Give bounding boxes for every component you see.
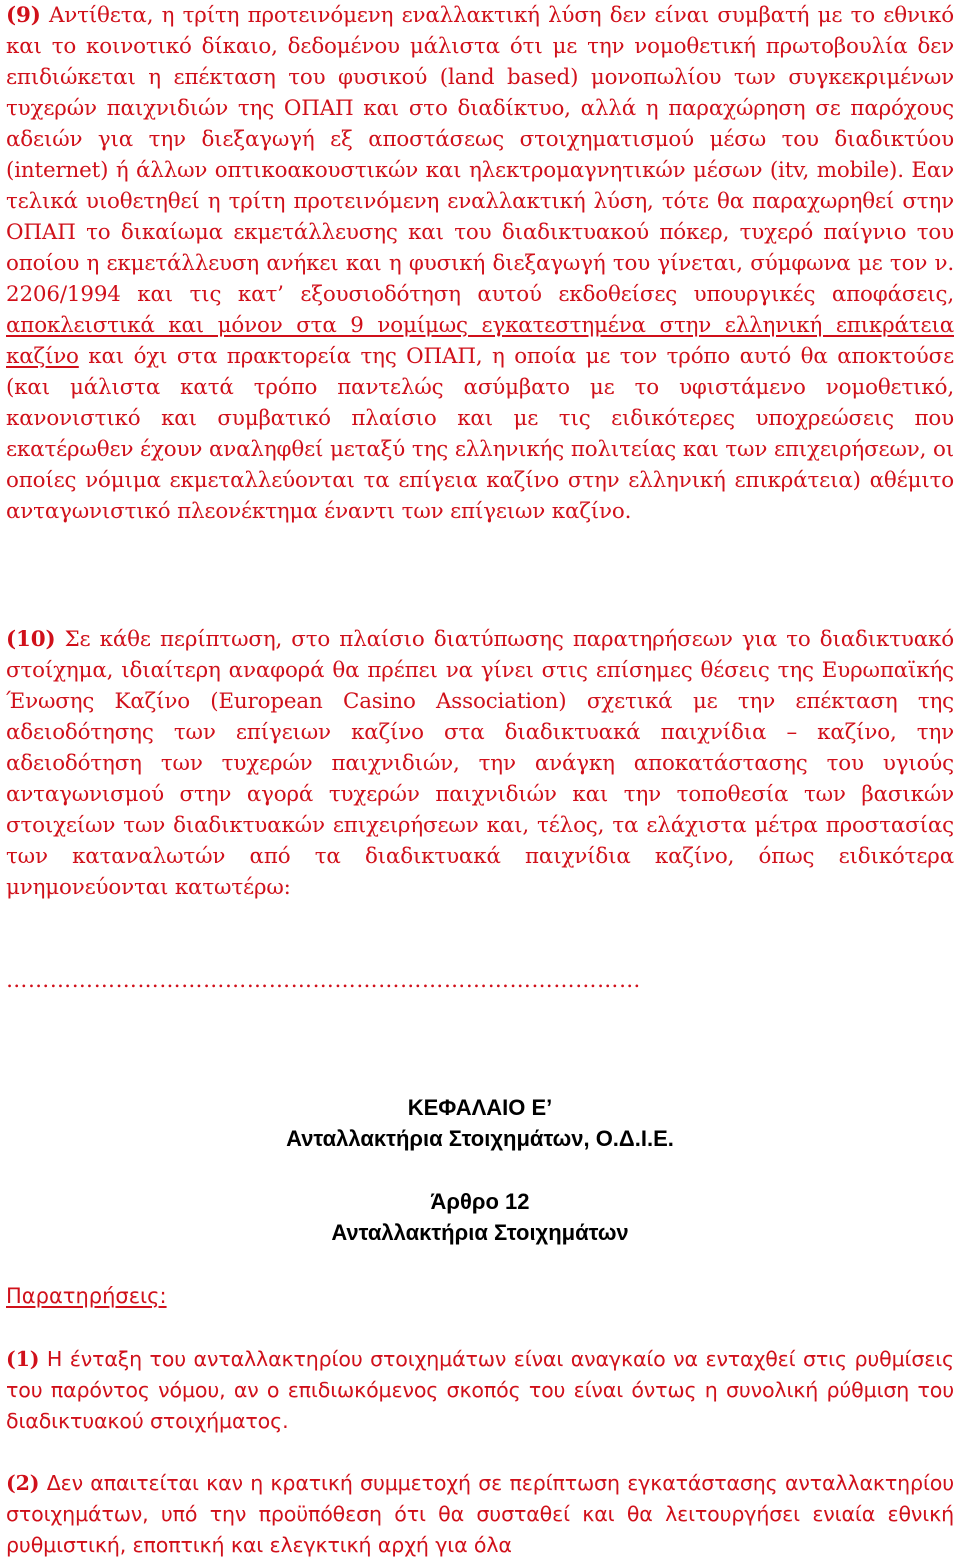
paragraph-text-continued: και όχι στα πρακτορεία της ΟΠΑΠ, η οποία με τον τρόπο αυτό θα αποκτούσε (και μάλιστα κατά τρόπο παντελώς ασύμβατο με το υφιστάμενο νομοθετικό, κανονιστικό και συμβατικό πλαίσιο και με τις ειδικότερες υποχρεώσεις που εκατέρωθεν έχουν αναληφθεί μεταξύ της ελληνικής πολιτείας και των επιχειρήσεων, οι οποίες νόμιμα εκμεταλλεύονται τα επίγεια καζίνο στην ελληνική επικράτεια) αθέμιτο ανταγωνιστικό πλεονέκτημα έναντι των επίγειων καζίνο. [6, 344, 954, 524]
paragraph-9 [6, 0, 954, 527]
paragraph-text: Αντίθετα, η τρίτη προτεινόμενη εναλλακτική λύση δεν είναι συμβατή με το εθνικό και το κοινοτικό δίκαιο, δεδομένου μάλιστα ότι με την νομοθετική πρωτοβουλία δεν επιδιώκεται η επέκταση του φυσικού (land based) μονοπωλίου των συγκεκριμένων τυχερών παιχνιδιών της ΟΠΑΠ και στο διαδίκτυο, αλλά η παραχώρηση σε παρόχους αδειών για την διεξαγωγή εξ αποστάσεως στοιχηματισμού μέσω του διαδικτύου (internet) ή άλλων οπτικοακουστικών και ηλεκτρομαγνητικών μέσων (itv, mobile). Εαν τελικά υιοθετηθεί η τρίτη προτεινόμενη εναλλακτική λύση, τότε θα παραχωρηθεί στην ΟΠΑΠ το δικαίωμα εκμετάλλευσης και του διαδικτυακού πόκερ, τυχερό παίγνιο του οποίου η εκμετάλλευση ανήκει και η φυσική διεξαγωγή του γίνεται, σύμφωνα με τον ν. 2206/1994 και τις κατ’ εξουσιοδότηση αυτού εκδοθείσες υπουργικές αποφάσεις, [6, 3, 954, 307]
note-2 [6, 1468, 954, 1561]
paragraph-10 [6, 624, 954, 903]
notes-label: Παρατηρήσεις: [6, 1284, 167, 1308]
ellipsis-line: …………………………………………………………………………… [6, 968, 641, 993]
note-text: Δεν απαιτείται καν η κρατική συμμετοχή σε περίπτωση εγκατάστασης ανταλλακτηρίου στοιχημάτων, υπό την προϋπόθεση ότι θα συσταθεί και θα λειτουργήσει ενιαία εθνική ρυθμιστική, εποπτική και ελεγκτική αρχή για όλα [6, 1471, 954, 1557]
underlined-text: αποκλειστικά και μόνον στα 9 νομίμως εγκατεστημένα στην ελληνική επικράτεια καζίνο [6, 313, 954, 369]
note-text: Η ένταξη του ανταλλακτηρίου στοιχημάτων είναι αναγκαίο να ενταχθεί στις ρυθμίσεις του παρόντος νόμου, αν ο επιδιωκόμενος σκοπός του είναι όντως η συνολική ρύθμιση του διαδικτυακού στοιχήματος. [6, 1347, 954, 1433]
paragraph-text: Σε κάθε περίπτωση, στο πλαίσιο διατύπωσης παρατηρήσεων για το διαδικτυακό στοίχημα, ιδιαίτερη αναφορά θα πρέπει να γίνει στις επίσημες θέσεις της Ευρωπαϊκής Ένωσης Καζίνο (European Casino Association) σχετικά με την επέκταση της αδειοδότησης των επίγειων καζίνο στα διαδικτυακά παιχνίδια – καζίνο, την αδειοδότηση των τυχερών παιχνιδιών, την ανάγκη αποκατάστασης του υγιούς ανταγωνισμού στην αγορά τυχερών παιχνιδιών και την τοποθεσία των βασικών στοιχείων των διαδικτυακών επιχειρήσεων και, τέλος, τα ελάχιστα μέτρα προστασίας των καταναλωτών από τα διαδικτυακά παιχνίδια καζίνο, όπως ειδικότερα μνημονεύονται κατωτέρω: [6, 627, 954, 900]
chapter-title: ΚΕΦΑΛΑΙΟ Ε’ [407, 1095, 553, 1120]
chapter-subtitle: Ανταλλακτήρια Στοιχημάτων, Ο.Δ.Ι.Ε. [286, 1126, 674, 1151]
note-number: (1) [6, 1347, 40, 1371]
article-title: Άρθρο 12 [430, 1189, 530, 1214]
note-1 [6, 1344, 954, 1437]
article-subtitle: Ανταλλακτήρια Στοιχημάτων [331, 1220, 629, 1245]
note-number: (2) [6, 1471, 40, 1495]
paragraph-number: (10) [6, 627, 56, 652]
paragraph-number: (9) [6, 3, 41, 28]
